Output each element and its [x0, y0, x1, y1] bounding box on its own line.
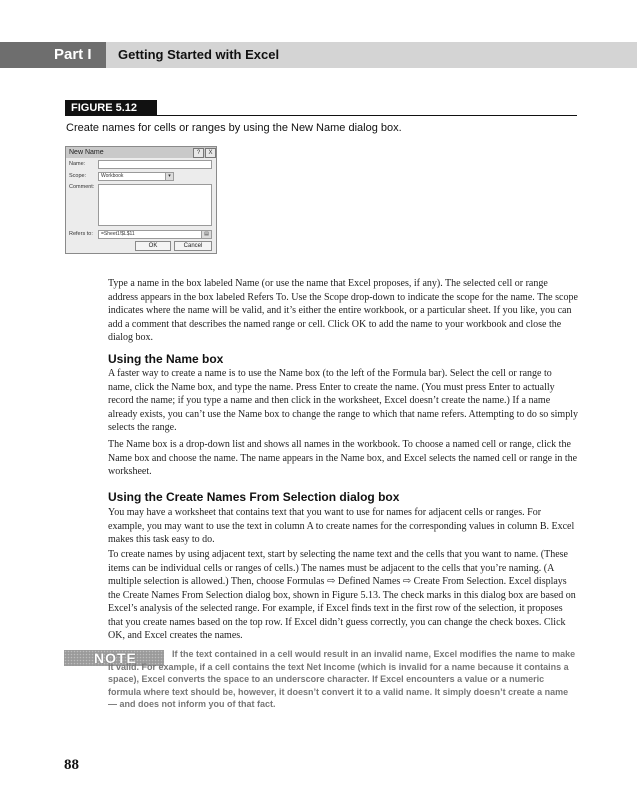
close-icon[interactable]: X [205, 148, 216, 158]
new-name-dialog [65, 146, 217, 254]
page-number: 88 [64, 757, 79, 773]
help-icon[interactable]: ? [193, 148, 204, 158]
scope-label: Scope: [69, 173, 87, 179]
name-field[interactable] [98, 160, 212, 169]
dialog-title: New Name [69, 149, 104, 156]
name-label: Name: [69, 161, 86, 167]
comment-textarea[interactable] [98, 184, 212, 226]
note-label: NOTE [94, 650, 137, 666]
part-label: Part I [54, 46, 92, 63]
paragraph-name-box: A faster way to create a name is to use the Name box (to the left of the Formula bar). Select the cell or range to name, click the Name box, and type the name. Press Enter to create the name. (You must press Enter to actually record the name; if you type a name and then click in the worksheet, Excel doesn’t create the name.) If a name already exists, you can’t use the Name box to change the range to which that name refers. Attempting to do so simply selects the range. [108, 368, 578, 433]
paragraph-adjacent-text: You may have a worksheet that contains text that you want to use for names for adjacent cells or ranges. For example, you may want to use the text in column A to create names for the corresponding values in column B. Excel makes this task easy to do. [108, 507, 575, 545]
heading-name-box: Using the Name box [108, 352, 224, 366]
ok-button[interactable]: OK [135, 241, 171, 251]
comment-label: Comment: [69, 184, 95, 190]
dialog-title-bar [66, 147, 216, 158]
figure-caption: Create names for cells or ranges by using the New Name dialog box. [66, 122, 402, 134]
collapse-dialog-icon[interactable]: ▤ [201, 231, 211, 238]
chevron-down-icon[interactable]: ▾ [165, 173, 173, 180]
note-text: If the text contained in a cell would result in an invalid name, Excel modifies the name to make it valid. For example, if a cell contains the text Net Income (which is invalid for a name because it contains a space), Excel converts the space to an underscore character. If Excel encounters a value or a numeric formula where text should be, however, it doesn’t convert it to a valid name. It simply doesn’t create a name — and does not inform you of that fact. [108, 649, 576, 709]
chapter-title: Getting Started with Excel [118, 47, 280, 62]
cancel-button[interactable]: Cancel [174, 241, 212, 251]
heading-create-names: Using the Create Names From Selection dialog box [108, 490, 400, 504]
refers-to-field[interactable] [98, 230, 212, 239]
figure-rule [65, 115, 577, 116]
scope-value: Workbook [101, 173, 124, 179]
paragraph-new-name: Type a name in the box labeled Name (or use the name that Excel proposes, if any). The selected cell or range address appears in the box labeled Refers To. Use the Scope drop-down to indicate the scope for the name. The scope indicates where the name will be valid, and it’s either the entire workbook, or a particular sheet. If you like, you can add a comment that describes the named range or cell. Click OK to add the name to your workbook and close the dialog box. [108, 278, 578, 343]
refers-to-label: Refers to: [69, 231, 93, 237]
refers-to-value: =Sheet1!$L$11 [101, 231, 135, 237]
paragraph-name-box-dropdown: The Name box is a drop-down list and shows all names in the workbook. To choose a named cell or range, click the Name box and choose the name. The name appears in the Name box, and Excel selects the named cell or range in the worksheet. [108, 439, 578, 477]
paragraph-create-names-steps: To create names by using adjacent text, start by selecting the name text and the cells that you want to name. (These items can be individual cells or ranges of cells.) The names must be adjacent to the cells that you’re naming. (A multiple selection is allowed.) Then, choose Formulas ⇨ Defined Names ⇨ Create From Selection. Excel displays the Create Names From Selection dialog box, shown in Figure 5.13. The check marks in this dialog box are based on Excel’s analysis of the selected range. For example, if Excel finds text in the first row of the selection, it proposes that you create names based on the top row. If Excel didn’t guess correctly, you can change the check boxes. Click OK, and Excel creates the names. [108, 549, 576, 641]
scope-select[interactable] [98, 172, 174, 181]
figure-label: FIGURE 5.12 [65, 100, 157, 116]
